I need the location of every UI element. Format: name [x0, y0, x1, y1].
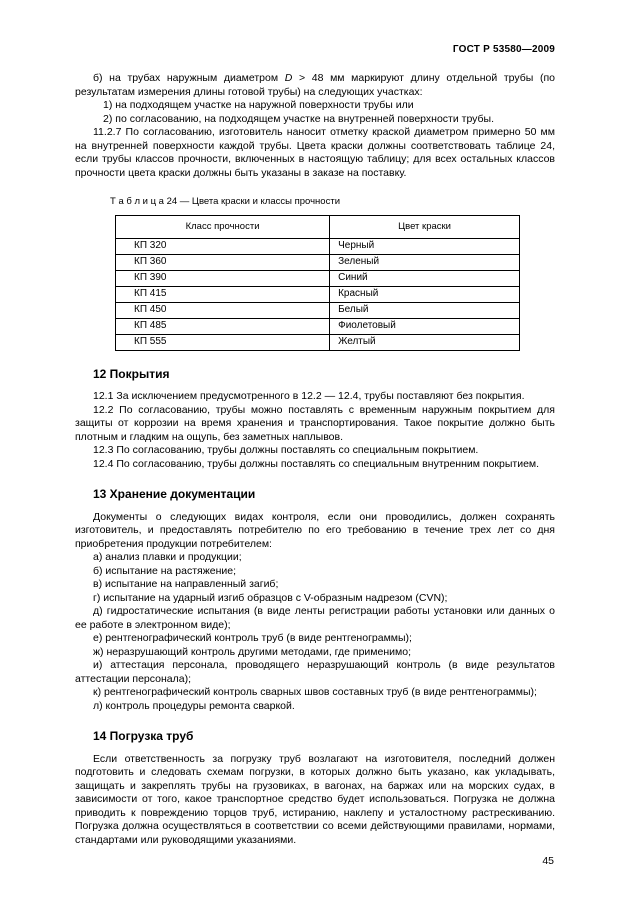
marking-sub-item: 2) по согласованию, на подходящем участке на внутренней поверхности трубы.	[103, 112, 495, 125]
table-row	[116, 302, 520, 318]
paint-table-header-row	[116, 215, 520, 238]
table-row	[116, 238, 520, 254]
paint-color-cell: Фиолетовый	[330, 318, 520, 334]
page-number: 45	[542, 855, 554, 867]
documentation-list-item: л) контроль процедуры ремонта сваркой.	[93, 699, 295, 712]
doc-header-number: ГОСТ Р 53580—2009	[452, 44, 555, 55]
paint-table-body	[116, 238, 520, 350]
documentation-list	[75, 551, 555, 713]
paint-color-cell: Зеленый	[330, 254, 520, 270]
section-12-paragraph: 12.2 По согласованию, трубы можно поставлять с временным наружным покрытием для защиты от коррозии на время хранения и транспортирования. Такое покрытие должно быть плотным и гладким на ощупь, без заметных наплывов.	[75, 403, 555, 443]
table-caption: Т а б л и ц а 24 — Цвета краски и классы прочности	[110, 196, 340, 207]
strength-class-cell: КП 415	[116, 286, 330, 302]
paragraph-marking-b	[75, 72, 555, 99]
documentation-list-item: г) испытание на ударный изгиб образцов с V-образным надрезом (CVN);	[93, 591, 448, 604]
documentation-list-item: в) испытание на направленный загиб;	[93, 578, 279, 590]
documentation-list-item: д) гидростатические испытания (в виде ленты регистрации работы установки или данных о ее работе в электронном виде);	[75, 605, 555, 631]
paint-color-cell: Желтый	[330, 334, 520, 350]
strength-class-cell: КП 390	[116, 270, 330, 286]
section-12-paragraphs	[75, 390, 555, 471]
section-14-paragraph: Если ответственность за погрузку труб возлагают на изготовителя, последний должен подготовить и следовать схемам погрузки, в которых должно быть указано, как укладывать, защищать и закреплять трубы на грузовиках, в вагонах, на баржах или на морских судах, в зависимости от того, какое транспортное средство будет использоваться. Погрузка не должна приводить к повреждению торцов труб, истиранию, наклепу и усталостному растрескиванию. Погрузка должна осуществляться в соответствии со всеми действующими правилами, нормами, стандартами или руководящими указаниями.	[75, 752, 555, 846]
paint-table-head	[116, 215, 520, 238]
paragraph-11-2-7: 11.2.7 По согласованию, изготовитель наносит отметку краской диаметром примерно 50 мм на внутренней поверхности каждой трубы. Цвета краски должны соответствовать таблице 24, если трубы классов прочности, включенных в настоящую таблицу; для всех остальных классов прочности цвета краски должны быть указаны в заказе на поставку.	[75, 126, 555, 179]
paint-color-cell: Черный	[330, 238, 520, 254]
documentation-list-item: б) испытание на растяжение;	[93, 564, 236, 577]
column-header-strength-class: Класс прочности	[116, 215, 330, 238]
documentation-list-item: а) анализ плавки и продукции;	[93, 551, 242, 563]
marking-sub-item: 1) на подходящем участке на наружной поверхности трубы или	[103, 99, 414, 111]
table-row	[116, 318, 520, 334]
strength-class-cell: КП 360	[116, 254, 330, 270]
paragraph-marking-b-post: > 48 мм маркируют длину отдельной трубы (по результатам измерения длины готовой трубы) на следующих участках:	[75, 72, 555, 98]
strength-class-cell: КП 555	[116, 334, 330, 350]
paragraph-marking-b-pre: б) на трубах наружным диаметром	[93, 72, 285, 84]
section-13-intro: Документы о следующих видах контроля, если они проводились, должен сохранять изготовитель, и предоставлять потребителю по его требованию в течение трех лет со дня приобретения продукции потребителем:	[75, 510, 555, 550]
section-12-paragraph: 12.1 За исключением предусмотренного в 12.2 — 12.4, трубы поставляют без покрытия.	[93, 390, 525, 402]
paint-color-cell: Красный	[330, 286, 520, 302]
strength-class-cell: КП 320	[116, 238, 330, 254]
diameter-variable: D	[284, 72, 293, 84]
section-12-paragraph: 12.4 По согласованию, трубы должны поставлять со специальным внутренним покрытием.	[93, 457, 540, 470]
strength-class-cell: КП 450	[116, 302, 330, 318]
paint-color-cell: Белый	[330, 302, 520, 318]
section-13-heading: 13 Хранение документации	[93, 487, 256, 501]
table-row	[116, 270, 520, 286]
marking-sub-items	[75, 99, 555, 126]
table-row	[116, 254, 520, 270]
documentation-list-item: ж) неразрушающий контроль другими методами, где применимо;	[93, 645, 411, 658]
documentation-list-item: к) рентгенографический контроль сварных швов составных труб (в виде рентгенограммы);	[93, 686, 537, 698]
document-content	[75, 72, 555, 847]
table-row	[116, 286, 520, 302]
strength-class-cell: КП 485	[116, 318, 330, 334]
section-12-heading: 12 Покрытия	[93, 366, 170, 381]
section-14-heading: 14 Погрузка труб	[93, 729, 194, 743]
section-12-paragraph: 12.3 По согласованию, трубы должны поставлять со специальным покрытием.	[93, 444, 479, 456]
documentation-list-item: и) аттестация персонала, проводящего неразрушающий контроль (в виде результатов аттестации персонала);	[75, 659, 555, 685]
table-row	[116, 334, 520, 350]
paint-color-table	[115, 215, 520, 351]
documentation-list-item: е) рентгенографический контроль труб (в виде рентгенограммы);	[93, 632, 412, 644]
paint-color-cell: Синий	[330, 270, 520, 286]
column-header-paint-color: Цвет краски	[330, 215, 520, 238]
